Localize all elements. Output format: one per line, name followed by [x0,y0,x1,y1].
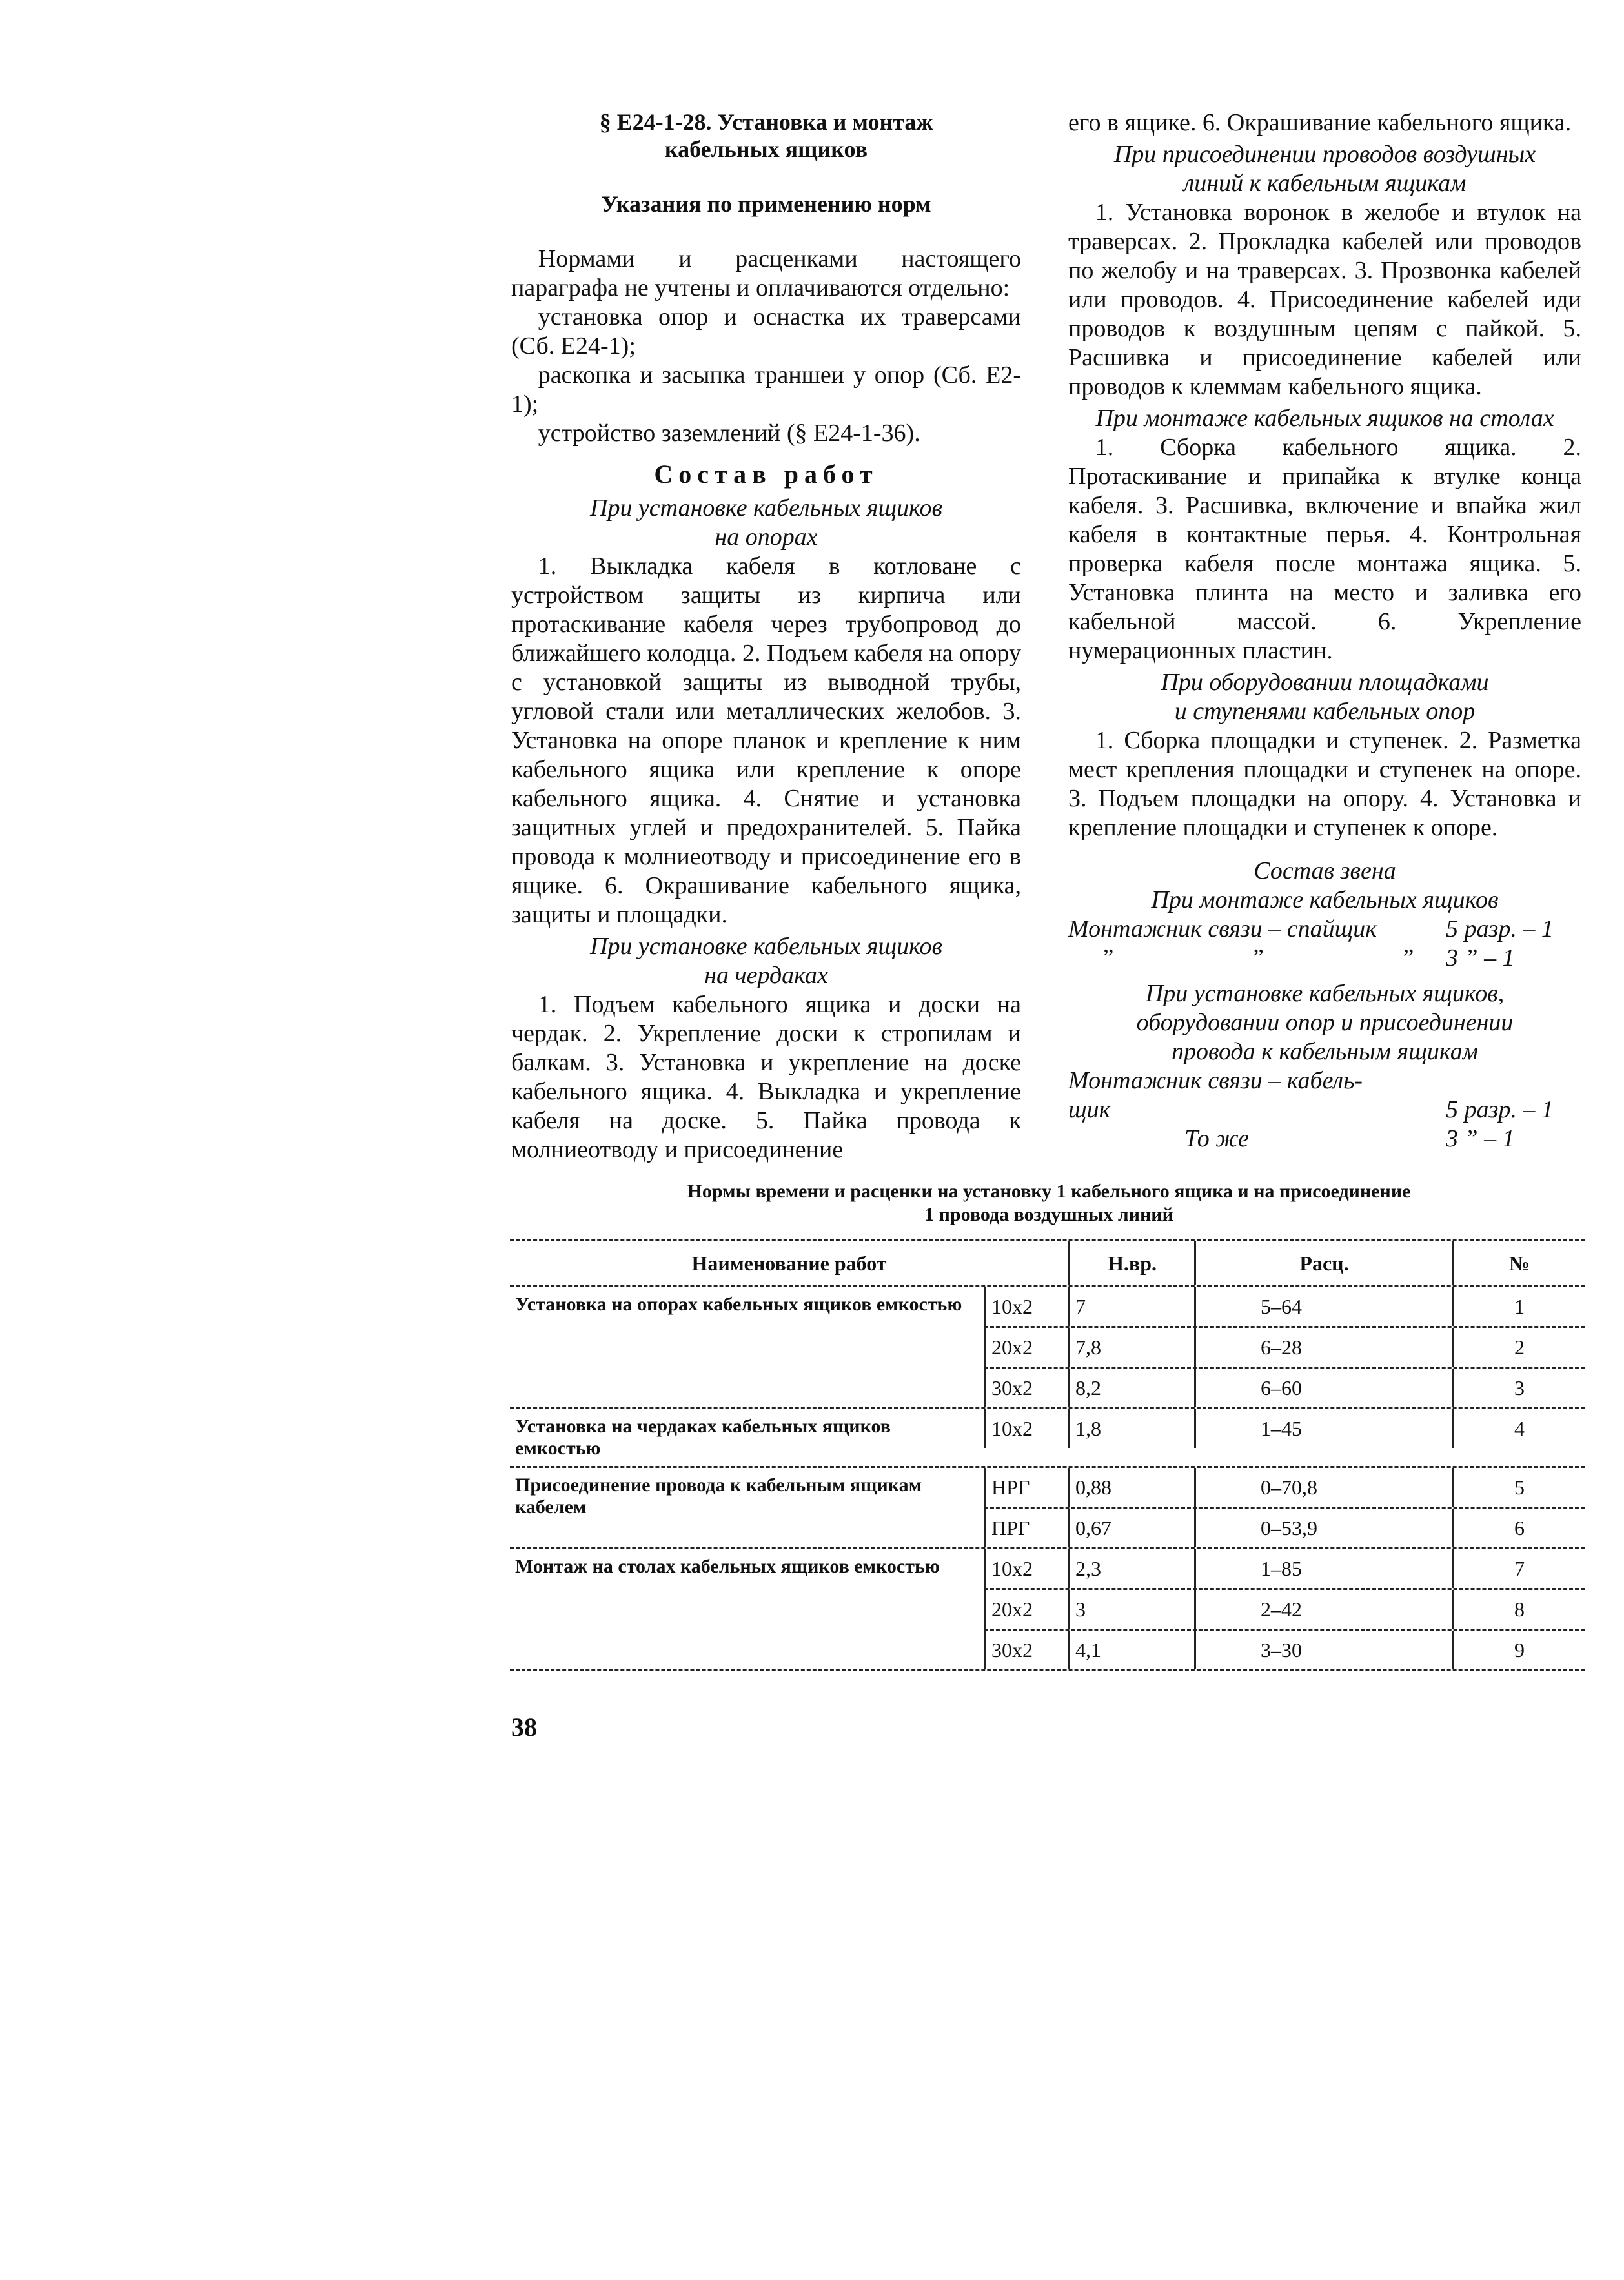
cell-capacity: 20x2 [984,1328,1068,1367]
cell-price: 1–85 [1194,1549,1452,1588]
cell-price: 0–70,8 [1194,1468,1452,1507]
cell-capacity: 30x2 [984,1631,1068,1669]
cell-number: 1 [1452,1287,1585,1326]
cell-number: 4 [1452,1409,1585,1448]
table-title [510,1180,1588,1227]
cell-number: 8 [1452,1590,1585,1629]
cell-capacity: 30x2 [984,1369,1068,1407]
intro-paragraph: Нормами и расценками настоящего параграфа не учтены и оплачиваются отдельно: [511,245,1021,301]
cell-price: 6–60 [1194,1369,1452,1407]
crew1-row2-rank: 3 ” – 1 [1446,944,1515,972]
crew2-row1 [1068,1066,1581,1095]
cell-time-norm: 4,1 [1068,1631,1194,1669]
cell-time-norm: 0,67 [1068,1509,1194,1547]
crew2-row3-name: То же [1184,1125,1249,1152]
table-row [984,1631,1585,1669]
table-group [510,1549,1585,1671]
cell-time-norm: 7,8 [1068,1328,1194,1367]
subsection-heading-platforms-l2: и ступенями кабельных опор [1174,698,1476,725]
cell-price: 2–42 [1194,1590,1452,1629]
table-group [510,1468,1585,1549]
section-title-line2: кабельных ящиков [664,136,868,162]
cell-number: 7 [1452,1549,1585,1588]
crew2-heading-l1: При установке кабельных ящиков, [1145,980,1505,1007]
cell-capacity: 10x2 [984,1409,1068,1448]
crew2-heading-l2: оборудовании опор и присоединении [1136,1009,1514,1036]
subsection-heading-wires-l2: линий к кабельным ящикам [1183,170,1467,197]
cell-time-norm: 7 [1068,1287,1194,1326]
section-title-line1: § Е24-1-28. Установка и монтаж [599,109,933,135]
subsection-heading-wires-l1: При присоединении проводов воздушных [1113,141,1536,168]
group-name: Установка на чердаках кабельных ящиков емкостью [515,1416,891,1459]
table-row [984,1509,1585,1547]
subsection-heading-attics-l2: на чердаках [704,962,828,989]
crew2-row2-name: щик [1068,1096,1111,1123]
attics-work-continuation: его в ящике. 6. Окрашивание кабельного ящика. [1068,109,1572,136]
table-row [984,1328,1585,1369]
crew1-row1 [1068,915,1581,944]
cell-time-norm: 1,8 [1068,1409,1194,1448]
table-title-line2: 1 провода воздушных линий [924,1204,1173,1225]
crew1-row2-ditto-mid2: ” [1400,944,1414,972]
table-row [984,1369,1585,1407]
crew2-row3-rank: 3 ” – 1 [1446,1125,1515,1152]
cell-price: 1–45 [1194,1409,1452,1448]
header-number: № [1452,1241,1585,1285]
crew1-heading: При монтаже кабельных ящиков [1151,886,1499,913]
table-row [984,1468,1585,1509]
group-name: Присоединение провода к кабельным ящикам кабелем [515,1474,922,1518]
left-column [511,108,1021,1165]
cell-price: 0–53,9 [1194,1509,1452,1547]
work-composition-heading: Состав работ [654,460,878,489]
subsection-heading-tables: При монтаже кабельных ящиков на столах [1095,405,1554,432]
cell-time-norm: 0,88 [1068,1468,1194,1507]
cell-price: 6–28 [1194,1328,1452,1367]
norms-table [510,1239,1585,1671]
crew2-row2-rank: 5 разр. – 1 [1446,1096,1554,1123]
crew1-row2-ditto-mid: ” [1250,944,1264,972]
cell-capacity: НРГ [984,1468,1068,1507]
crew1-row2-ditto: ” [1100,944,1114,972]
excluded-item-2: раскопка и засыпка траншеи у опор (Сб. Е2-1); [511,361,1021,418]
table-header-row [510,1241,1585,1287]
cell-number: 3 [1452,1369,1585,1407]
page-number: 38 [511,1713,537,1742]
table-group [510,1409,1585,1468]
crew2-row1-name: Монтажник связи – кабель- [1068,1067,1363,1094]
subsection-heading-poles-l2: на опорах [715,524,818,551]
cell-price: 5–64 [1194,1287,1452,1326]
group-name: Монтаж на столах кабельных ящиков емкостью [515,1556,940,1577]
cell-number: 6 [1452,1509,1585,1547]
poles-work-text: 1. Выкладка кабеля в котловане с устройством защиты из кирпича или протаскивание кабеля через трубопровод до ближайшего колодца. 2. Подъем кабеля на опору с установкой защиты из выводной трубы, угловой стали или металлических желобов. 3. Установка на опоре планок и крепление к ним кабельного ящика или крепление к опоре кабельного ящика. 4. Снятие и установка защитных углей и предохранителей. 5. Пайка провода к молниеотводу и присоединение его в ящике. 6. Окрашивание кабельного ящика, защиты и площадки. [511,553,1021,928]
platforms-work-text: 1. Сборка площадки и ступенек. 2. Разметка мест крепления площадки и ступенек на опоре. 3. Подъем площадки на опору. 4. Установка и крепление площадки и ступенек к опоре. [1068,727,1581,841]
table-title-line1: Нормы времени и расценки на установку 1 кабельного ящика и на присоединение [687,1181,1411,1202]
tables-work-text: 1. Сборка кабельного ящика. 2. Протаскивание и припайка к втулке конца кабеля. 3. Расшивка, включение и впайка жил кабеля в контактные перья. 4. Контрольная проверка кабеля после монтажа ящика. 5. Установка плинта на место и заливка его кабельной массой. 6. Укрепление нумерационных пластин. [1068,434,1581,664]
cell-time-norm: 3 [1068,1590,1194,1629]
table-group [510,1287,1585,1409]
crew2-heading-l3: провода к кабельным ящикам [1172,1038,1478,1065]
wires-work-text: 1. Установка воронок в желобе и втулок на траверсах. 2. Прокладка кабелей или проводов по желобу и на траверсах. 3. Прозвонка кабелей или проводов. 4. Присоединение кабелей иди проводов к воздушным цепям с пайкой. 5. Расшивка и присоединение кабелей или проводов к клеммам кабельного ящика. [1068,199,1581,400]
table-row [984,1287,1585,1328]
crew-composition [1068,857,1581,1154]
crew-heading: Состав звена [1254,857,1396,884]
excluded-item-1: установка опор и оснастка их траверсами (Сб. Е24-1); [511,303,1021,360]
cell-capacity: 20x2 [984,1590,1068,1629]
header-price: Расц. [1194,1241,1452,1285]
header-time-norm: Н.вр. [1068,1241,1194,1285]
subsection-heading-attics-l1: При установке кабельных ящиков [590,933,942,960]
cell-number: 9 [1452,1631,1585,1669]
crew1-row1-rank: 5 разр. – 1 [1446,915,1554,942]
header-name: Наименование работ [691,1252,887,1275]
right-column [1068,108,1581,1154]
table-row [984,1590,1585,1631]
excluded-item-3: устройство заземлений (§ Е24-1-36). [538,420,920,447]
crew1-row2 [1068,944,1581,973]
cell-capacity: 10x2 [984,1287,1068,1326]
cell-capacity: ПРГ [984,1509,1068,1547]
cell-price: 3–30 [1194,1631,1452,1669]
guidance-heading: Указания по применению норм [601,191,931,217]
group-name: Установка на опорах кабельных ящиков емкостью [515,1294,962,1315]
crew2-row3 [1068,1125,1581,1154]
cell-number: 5 [1452,1468,1585,1507]
crew2-row2 [1068,1095,1581,1125]
table-row [984,1549,1585,1590]
cell-time-norm: 2,3 [1068,1549,1194,1588]
subsection-heading-platforms-l1: При оборудовании площадками [1161,669,1489,696]
cell-time-norm: 8,2 [1068,1369,1194,1407]
cell-capacity: 10x2 [984,1549,1068,1588]
cell-number: 2 [1452,1328,1585,1367]
crew1-row1-name: Монтажник связи – спайщик [1068,915,1377,942]
subsection-heading-poles-l1: При установке кабельных ящиков [590,494,942,522]
table-row [984,1409,1585,1448]
attics-work-text: 1. Подъем кабельного ящика и доски на чердак. 2. Укрепление доски к стропилам и балкам. 3. Установка и укрепление на доске кабельного ящика. 4. Выкладка и укрепление кабеля на доске. 5. Пайка провода к молниеотводу и присоединение [511,991,1021,1163]
